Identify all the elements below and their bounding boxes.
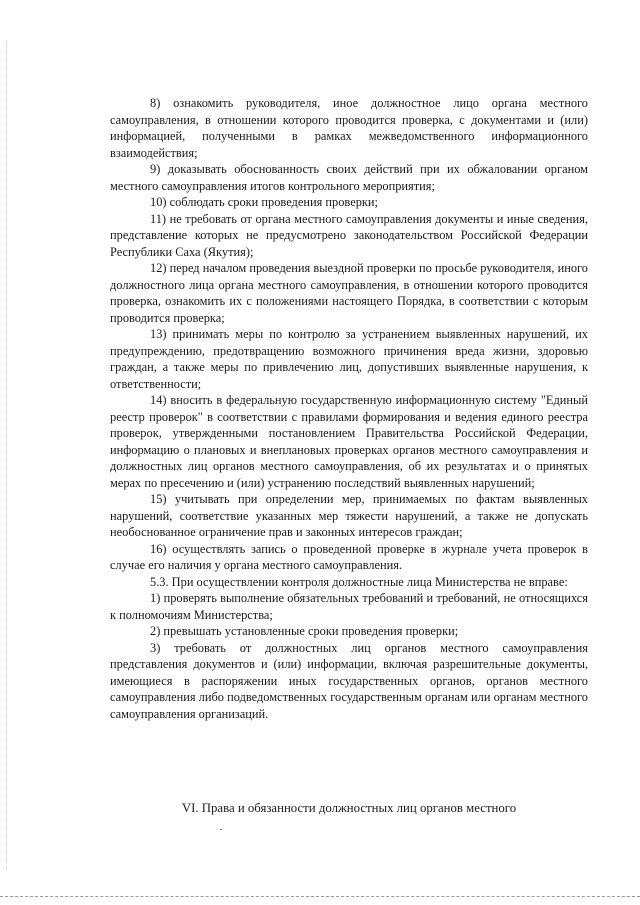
paragraph-item-10: 10) соблюдать сроки проведения проверки; <box>150 195 378 209</box>
paragraph-item-12: 12) перед началом проведения выездной проверки по просьбе руководителя, иного должностного лица органа местного самоуправления, в отношении которого проводится проверка, ознакомить их с положениями настоящего Порядка, в соответствии с которым проводится проверка; <box>110 261 588 325</box>
paragraph-item-15: 15) учитывать при определении мер, принимаемых по фактам выявленных нарушений, соответствие указанных мер тяжести нарушений, а также не допускать необоснованное ограничение прав и законных интересов граждан; <box>110 492 588 539</box>
document-body <box>110 95 588 722</box>
paragraph-prohibition-1: 1) проверять выполнение обязательных требований и требований, не относящихся к полномочиям Министерства; <box>110 591 588 622</box>
paragraph-prohibition-3: 3) требовать от должностных лиц органов местного самоуправления представления документов и (или) информации, включая разрешительные документы, имеющиеся в распоряжении иных государственных органов, органов местного самоуправления либо подведомственных государственным органам или органам местного самоуправления организаций. <box>110 640 588 721</box>
paragraph-item-16: 16) осуществлять запись о проведенной проверке в журнале учета проверок в случае его наличия у органа местного самоуправления. <box>110 541 588 572</box>
scan-left-edge <box>6 40 8 870</box>
paragraph-clause-5-3: 5.3. При осуществлении контроля должностные лица Министерства не вправе: <box>150 574 568 589</box>
paragraph-item-8: 8) ознакомить руководителя, иное должностное лицо органа местного самоуправления, в отношении которого проводится проверка, с документами и (или) информацией, полученными в рамках межведомственного информационного взаимодействия; <box>110 96 588 160</box>
paragraph-item-9: 9) доказывать обоснованность своих действий при их обжаловании органом местного самоуправления итогов контрольного мероприятия; <box>110 162 588 193</box>
paragraph-prohibition-2: 2) превышать установленные сроки проведения проверки; <box>150 624 459 638</box>
paragraph-item-14: 14) вносить в федеральную государственную информационную систему "Единый реестр проверок" в соответствии с правилами формирования и ведения единого реестра проверок, утвержденными постановлением Правительства Российской Федерации, информацию о плановых и внеплановых проверках органов местного самоуправления и должностных лиц органов местного самоуправления, об их результатах и о принятых мерах по пресечению и (или) устранению последствий выявленных нарушений; <box>110 393 588 490</box>
scan-speck <box>220 829 222 830</box>
scan-bottom-edge <box>0 896 640 897</box>
paragraph-item-11: 11) не требовать от органа местного самоуправления документы и иные сведения, представление которых не предусмотрено законодательством Российской Федерации Республики Саха (Якутия); <box>110 211 588 259</box>
paragraph-item-13: 13) принимать меры по контролю за устранением выявленных нарушений, их предупреждению, предотвращению возможного причинения вреда жизни, здоровью граждан, а также меры по привлечению лиц, допустивших выявленные нарушения, к ответственности; <box>110 327 588 391</box>
section-heading: VI. Права и обязанности должностных лиц органов местного <box>181 801 517 815</box>
